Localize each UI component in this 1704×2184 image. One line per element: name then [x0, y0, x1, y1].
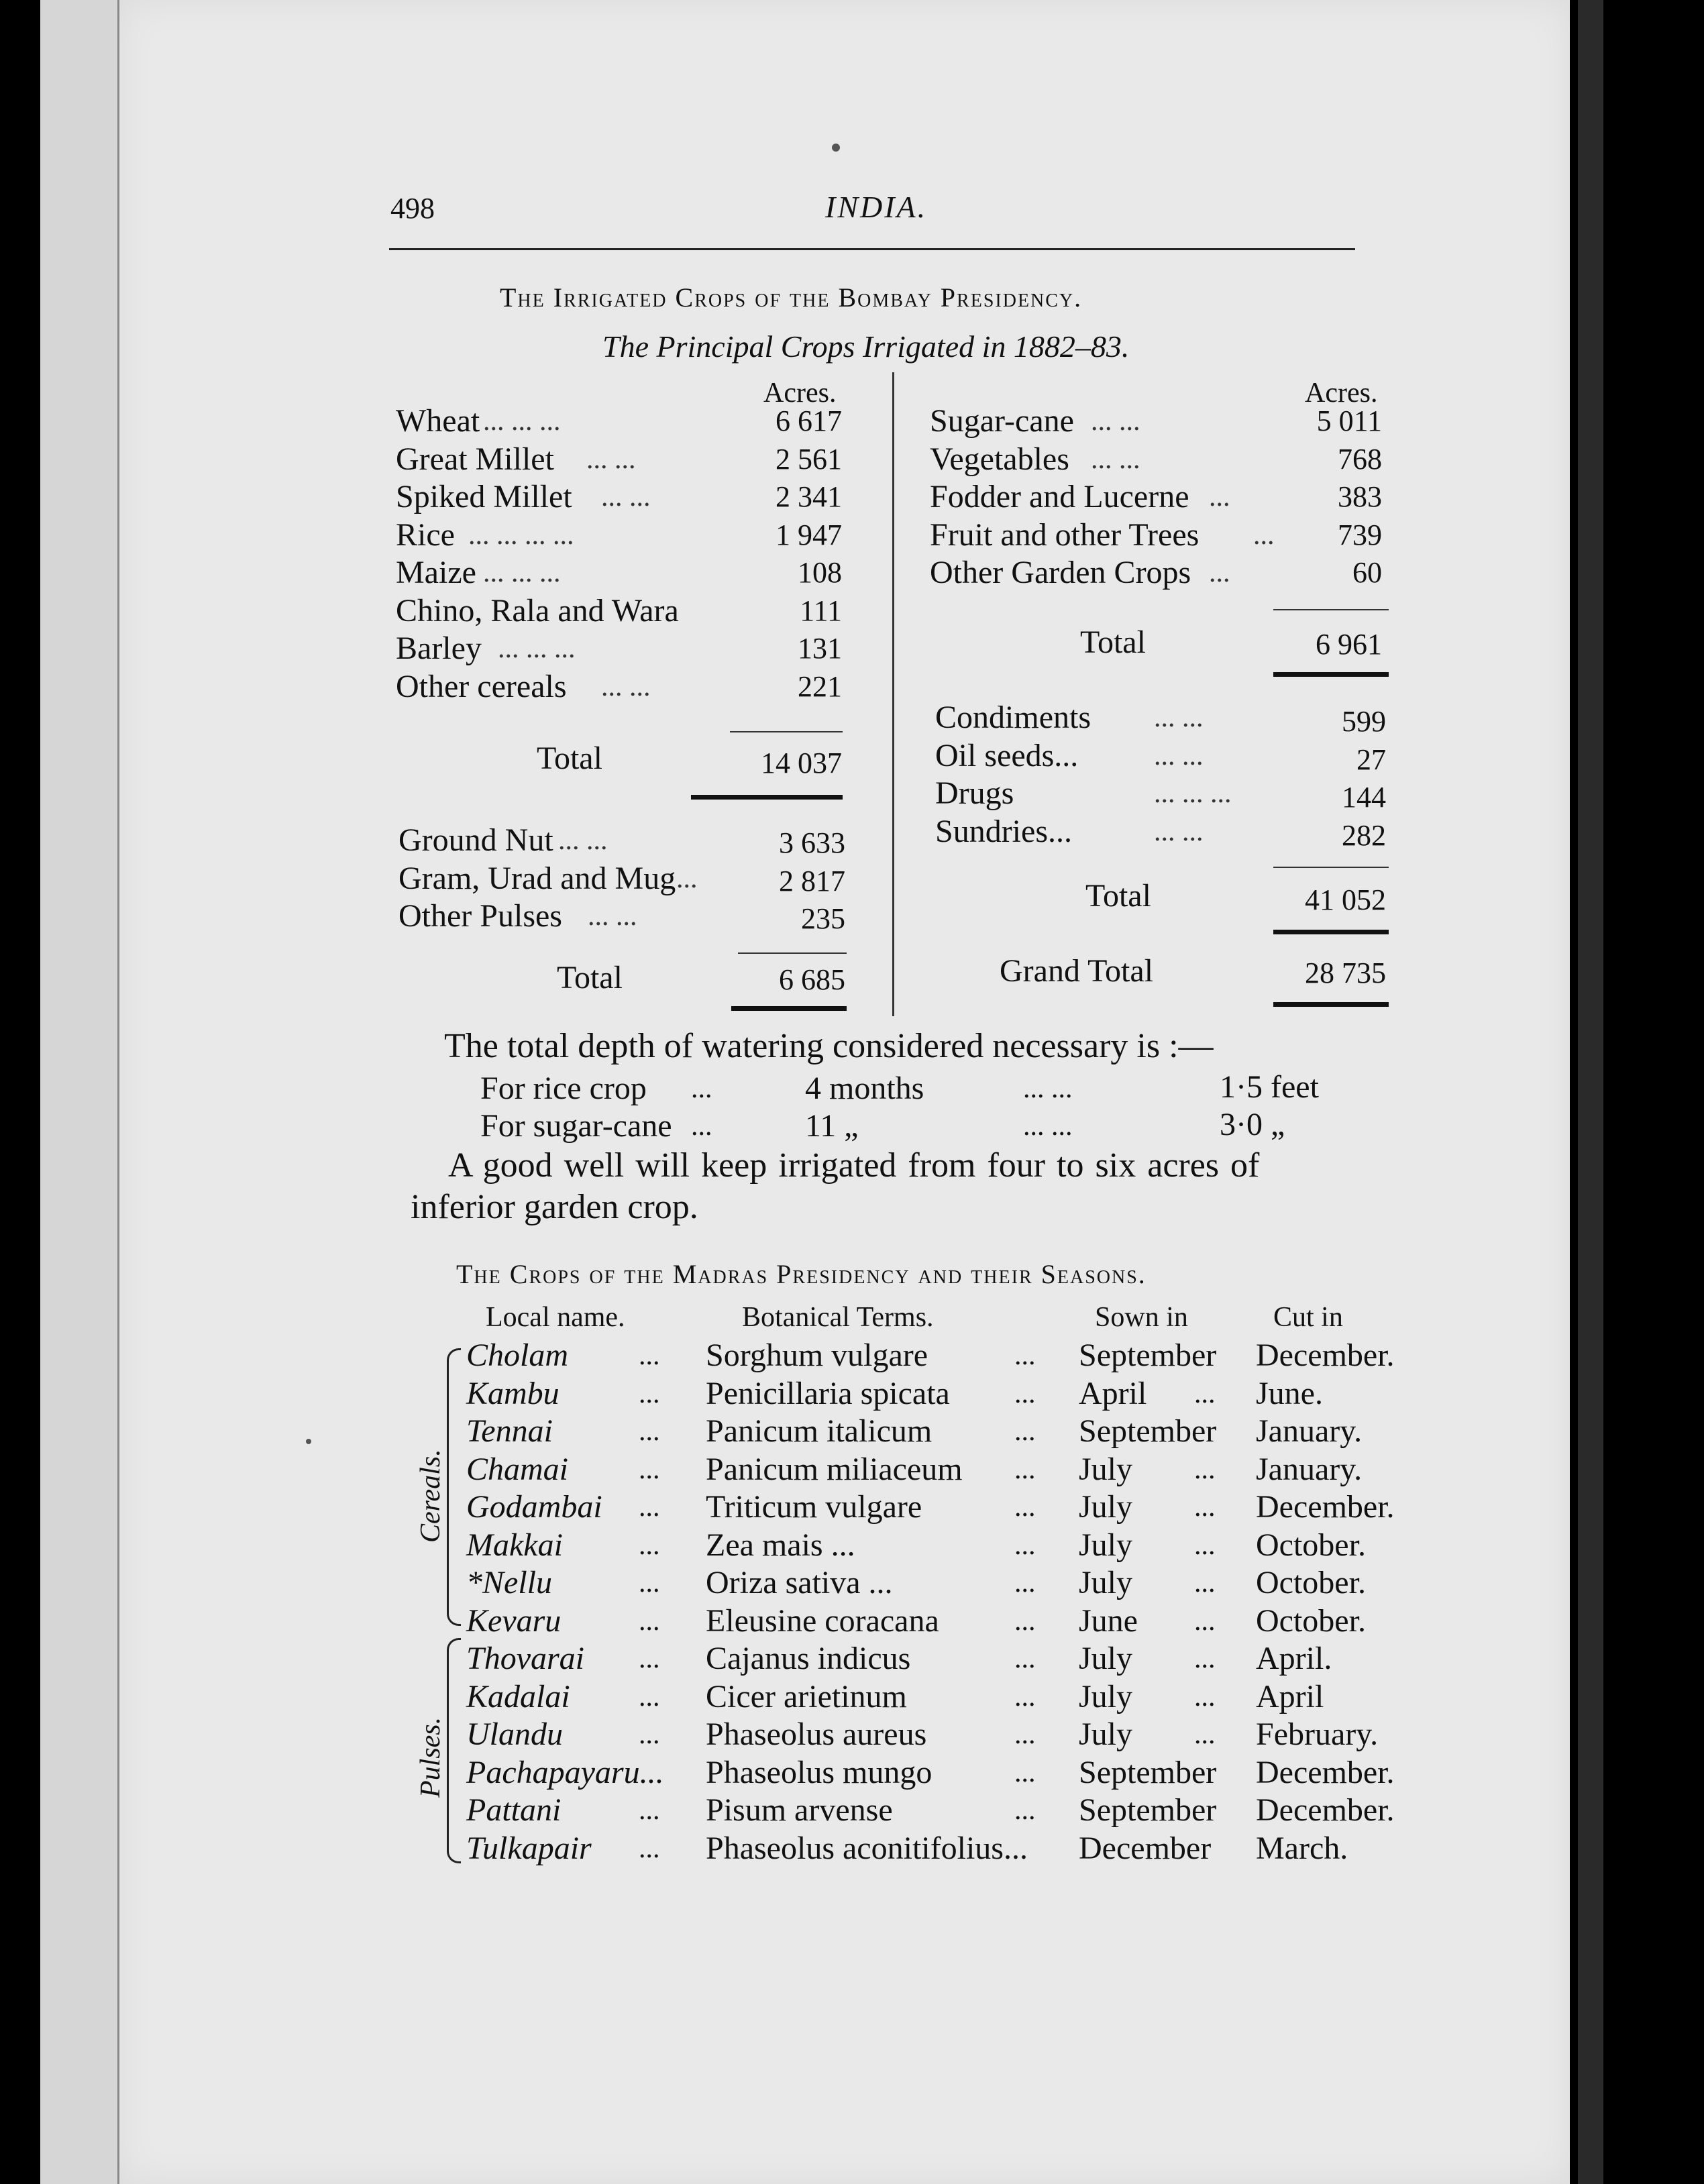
leader-dots: ... [1253, 519, 1275, 551]
leader-dots: ... [639, 1492, 660, 1523]
acres-label-right: Acres. [1305, 378, 1378, 408]
leader-dots: ... [639, 1340, 660, 1371]
cut-in: October. [1256, 1565, 1366, 1600]
acres-value: 2 817 [779, 864, 845, 897]
acres-value: 768 [1338, 442, 1382, 476]
botanical-term: Zea mais ... [706, 1527, 855, 1563]
leader-dots: ... [1194, 1492, 1216, 1523]
total-thick-rule [731, 1006, 847, 1011]
acres-value: 235 [801, 902, 845, 935]
sown-in: September [1079, 1792, 1217, 1828]
cut-in: April [1256, 1678, 1324, 1714]
header-cut-in: Cut in [1273, 1302, 1343, 1333]
leader-dots: ... [639, 1643, 660, 1674]
leader-dots: ... [676, 863, 698, 894]
leader-dots: ... ... [601, 482, 651, 512]
leader-dots: ... [639, 1454, 660, 1485]
leader-dots: ... [1194, 1454, 1216, 1485]
total-thick-rule [1273, 930, 1389, 934]
group-label-pulses: Pulses. [415, 1716, 446, 1798]
sown-in: July [1079, 1716, 1133, 1752]
cut-in: December. [1256, 1754, 1395, 1790]
leader-dots: ... ... [601, 671, 651, 702]
leader-dots: ... ... [588, 901, 637, 932]
acres-value: 2 341 [776, 480, 842, 513]
well-text-line-1: A good well will keep irrigated from four to six acres of [448, 1146, 1260, 1185]
botanical-term: Sorghum vulgare [706, 1337, 928, 1373]
total-value: 41 052 [1305, 883, 1386, 916]
pulses-brace [447, 1638, 461, 1863]
acres-value: 739 [1338, 518, 1382, 551]
local-name: Chamai [466, 1451, 569, 1487]
local-name: Thovarai [466, 1641, 585, 1676]
crop-name: Gram, Urad and Mug [398, 860, 676, 896]
acres-value: 144 [1342, 781, 1386, 814]
sown-in: July [1079, 1451, 1133, 1487]
crop-name: Other Pulses [398, 898, 562, 934]
leader-dots: ... ... ... [483, 406, 561, 437]
leader-dots: ... ... [1154, 740, 1204, 771]
crop-name: Wheat [396, 403, 480, 439]
leader-dots: ... [1014, 1605, 1036, 1637]
acres-value: 5 011 [1316, 404, 1382, 437]
cut-in: October. [1256, 1527, 1366, 1563]
well-text-line-2: inferior garden crop. [411, 1188, 698, 1226]
watering-depth: 1·5 feet [1220, 1069, 1319, 1105]
botanical-term: Cajanus indicus [706, 1641, 911, 1676]
grand-total-label: Grand Total [1000, 953, 1154, 989]
crop-name: Other Garden Crops [930, 555, 1191, 590]
total-label: Total [557, 960, 623, 995]
header-rule [389, 248, 1355, 250]
acres-value: 599 [1342, 705, 1386, 738]
watering-crop: For sugar-cane [480, 1108, 672, 1144]
leader-dots: ... ... ... [483, 557, 561, 588]
total-label: Total [1085, 878, 1151, 914]
leader-dots: ... [1209, 482, 1230, 512]
leader-dots: ... ... [558, 825, 608, 856]
total-rule [1273, 867, 1389, 868]
sown-in: December [1079, 1830, 1212, 1866]
local-name: Kevaru [466, 1602, 562, 1639]
leader-dots: ... [639, 1568, 660, 1598]
watering-duration: 11 „ [805, 1108, 859, 1144]
leader-dots: ... [1014, 1757, 1036, 1788]
leader-dots: ... ... [1023, 1111, 1073, 1142]
local-name: Pachapayaru... [466, 1754, 664, 1790]
acres-value: 60 [1352, 556, 1382, 589]
leader-dots: ... [639, 1795, 660, 1826]
crop-name: Sugar-cane [930, 403, 1074, 439]
leader-dots: ... [1209, 557, 1230, 588]
leader-dots: ... ... [586, 443, 636, 475]
total-thick-rule [691, 795, 843, 800]
acres-label-left: Acres. [763, 378, 837, 408]
cut-in: January. [1256, 1413, 1363, 1449]
local-name: Pattani [466, 1792, 562, 1828]
botanical-term: Phaseolus aureus [706, 1716, 927, 1752]
cut-in: March. [1256, 1830, 1348, 1866]
total-rule [738, 952, 847, 954]
sown-in: July [1079, 1678, 1133, 1714]
total-thick-rule [1273, 672, 1389, 677]
leader-dots: ... ... [1154, 702, 1204, 733]
botanical-term: Phaseolus mungo [706, 1754, 933, 1790]
header-botanical-terms: Botanical Terms. [742, 1302, 934, 1333]
header-local-name: Local name. [486, 1302, 625, 1333]
total-rule [1273, 609, 1389, 610]
watering-depth: 3·0 „ [1220, 1107, 1285, 1142]
total-value: 6 685 [779, 963, 845, 996]
leader-dots: ... [639, 1416, 660, 1447]
acres-value: 6 617 [776, 404, 842, 437]
botanical-term: Pisum arvense [706, 1792, 893, 1828]
leader-dots: ... [1014, 1719, 1036, 1750]
total-label: Total [1080, 624, 1146, 660]
cut-in: June. [1256, 1375, 1323, 1411]
sown-in: September [1079, 1337, 1217, 1373]
crop-name: Oil seeds... [935, 737, 1079, 773]
botanical-term: Eleusine coracana [706, 1602, 939, 1639]
leader-dots: ... ... ... [498, 633, 576, 664]
leader-dots: ... [1014, 1643, 1036, 1674]
botanical-term: Panicum italicum [706, 1413, 933, 1449]
total-rule [730, 731, 843, 732]
leader-dots: ... ... [1091, 406, 1140, 437]
botanical-term: Oriza sativa ... [706, 1565, 893, 1600]
leader-dots: ... [1014, 1378, 1036, 1409]
leader-dots: ... [691, 1111, 712, 1142]
leader-dots: ... [1194, 1605, 1216, 1637]
cereals-brace [447, 1348, 461, 1626]
leader-dots: ... [1014, 1568, 1036, 1598]
crop-name: Sundries... [935, 813, 1072, 849]
leader-dots: ... [1194, 1643, 1216, 1674]
facing-page-edge [40, 0, 119, 2184]
sown-in: April [1079, 1375, 1147, 1411]
acres-value: 221 [798, 669, 842, 703]
leader-dots: ... [639, 1681, 660, 1712]
crop-name: Ground Nut [398, 822, 553, 858]
header-sown-in: Sown in [1095, 1302, 1188, 1333]
sown-in: July [1079, 1527, 1133, 1563]
leader-dots: ... ... [1023, 1073, 1073, 1104]
acres-value: 108 [798, 556, 842, 589]
sown-in: July [1079, 1565, 1133, 1600]
leader-dots: ... [1194, 1378, 1216, 1409]
crop-name: Barley [396, 631, 482, 666]
madras-section-title: The Crops of the Madras Presidency and their Seasons. [456, 1259, 1147, 1289]
running-title: INDIA. [825, 190, 928, 224]
crop-name: Drugs [935, 775, 1014, 811]
local-name: Cholam [466, 1337, 569, 1373]
watering-intro: The total depth of watering considered necessary is :— [444, 1027, 1214, 1065]
grand-total-thick-rule [1273, 1002, 1389, 1007]
leader-dots: ... [1194, 1529, 1216, 1561]
cut-in: December. [1256, 1792, 1395, 1828]
leader-dots: ... ... ... [1154, 778, 1232, 809]
leader-dots: ... [1194, 1568, 1216, 1598]
leader-dots: ... [1014, 1795, 1036, 1826]
ink-fleck [306, 1439, 311, 1444]
leader-dots: ... [639, 1833, 660, 1864]
leader-dots: ... [1194, 1681, 1216, 1712]
cut-in: December. [1256, 1337, 1395, 1373]
leader-dots: ... [1014, 1681, 1036, 1712]
local-name: Ulandu [466, 1716, 563, 1752]
cut-in: February. [1256, 1716, 1379, 1752]
watering-duration: 4 months [805, 1071, 924, 1106]
acres-value: 27 [1356, 743, 1386, 776]
leader-dots: ... [639, 1529, 660, 1561]
acres-value: 282 [1342, 818, 1386, 852]
botanical-term: Panicum miliaceum [706, 1451, 963, 1487]
leader-dots: ... [639, 1605, 660, 1637]
botanical-term: Phaseolus aconitifolius... [706, 1830, 1028, 1866]
total-value: 6 961 [1316, 628, 1382, 661]
acres-value: 383 [1338, 480, 1382, 513]
column-divider [892, 372, 894, 1016]
botanical-term: Triticum vulgare [706, 1489, 922, 1525]
botanical-term: Penicillaria spicata [706, 1375, 950, 1411]
page-number: 498 [390, 192, 435, 225]
crop-name: Vegetables [930, 441, 1069, 477]
leader-dots: ... ... [1154, 816, 1204, 847]
crop-name: Fodder and Lucerne [930, 479, 1189, 514]
local-name: Godambai [466, 1489, 602, 1525]
local-name: Kadalai [466, 1678, 570, 1714]
local-name: Makkai [466, 1527, 563, 1563]
sown-in: September [1079, 1413, 1217, 1449]
crop-name: Great Millet [396, 441, 554, 477]
bombay-section-title: The Irrigated Crops of the Bombay Presidency. [500, 282, 1083, 313]
leader-dots: ... [1014, 1454, 1036, 1485]
local-name: Tennai [466, 1413, 553, 1449]
leader-dots: ... [1014, 1529, 1036, 1561]
leader-dots: ... [639, 1719, 660, 1750]
next-page-edge [1578, 0, 1603, 2184]
group-label-cereals: Cereals. [415, 1449, 446, 1543]
crop-name: Maize [396, 555, 476, 590]
cut-in: December. [1256, 1489, 1395, 1525]
leader-dots: ... [1194, 1719, 1216, 1750]
acres-value: 2 561 [776, 442, 842, 476]
crop-name: Fruit and other Trees [930, 516, 1200, 553]
leader-dots: ... [1014, 1340, 1036, 1371]
sown-in: June [1079, 1602, 1138, 1639]
crop-name: Spiked Millet [396, 479, 572, 514]
total-value: 14 037 [761, 747, 842, 779]
ink-fleck [832, 144, 840, 152]
acres-value: 1 947 [776, 518, 842, 551]
acres-value: 131 [798, 632, 842, 665]
bombay-subtitle: The Principal Crops Irrigated in 1882–83. [602, 329, 1130, 364]
leader-dots: ... ... ... ... [468, 519, 574, 551]
local-name: Tulkapair [466, 1830, 592, 1866]
watering-crop: For rice crop [480, 1071, 647, 1106]
leader-dots: ... [691, 1073, 712, 1104]
cut-in: January. [1256, 1451, 1363, 1487]
crop-name: Rice [396, 516, 455, 553]
total-label: Total [537, 741, 602, 776]
leader-dots: ... [1014, 1492, 1036, 1523]
sown-in: July [1079, 1489, 1133, 1525]
grand-total-value: 28 735 [1305, 957, 1386, 989]
scan-left-border [0, 0, 40, 2184]
cut-in: October. [1256, 1602, 1366, 1639]
local-name: *Nellu [466, 1565, 552, 1600]
botanical-term: Cicer arietinum [706, 1678, 907, 1714]
sown-in: September [1079, 1754, 1217, 1790]
leader-dots: ... [1014, 1416, 1036, 1447]
acres-value: 111 [800, 594, 842, 627]
leader-dots: ... [639, 1378, 660, 1409]
crop-name: Condiments [935, 700, 1091, 735]
sown-in: July [1079, 1641, 1133, 1676]
leader-dots: ... ... [1091, 443, 1140, 475]
local-name: Kambu [466, 1375, 560, 1411]
crop-name: Other cereals [396, 668, 567, 704]
cut-in: April. [1256, 1641, 1332, 1676]
crop-name: Chino, Rala and Wara [396, 592, 679, 629]
acres-value: 3 633 [779, 826, 845, 859]
